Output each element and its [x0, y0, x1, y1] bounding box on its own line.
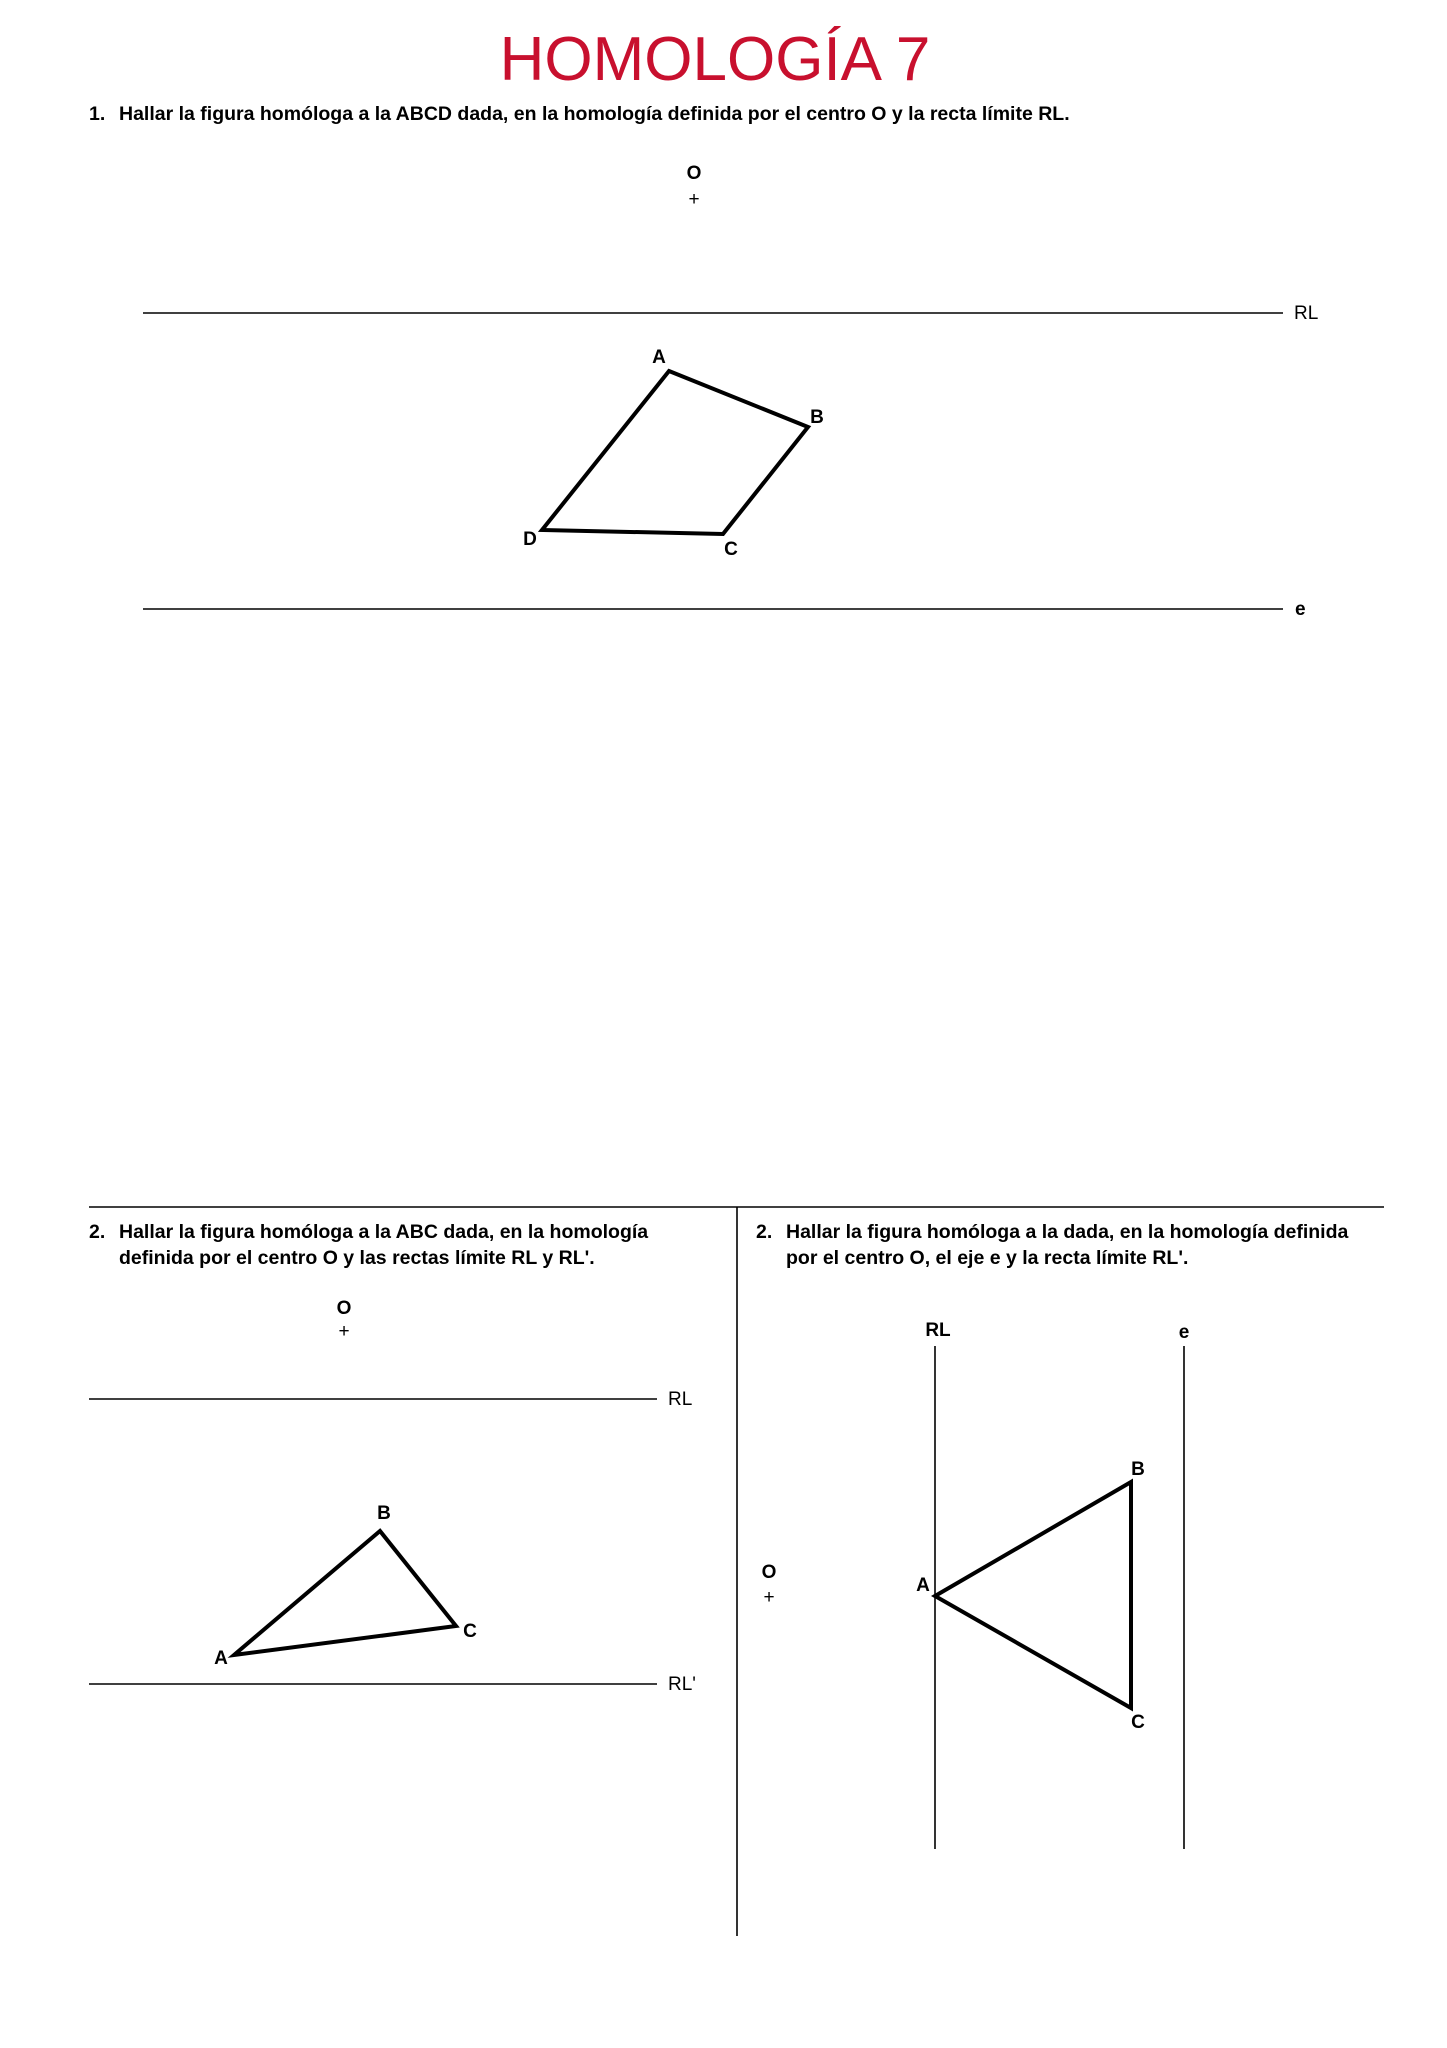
exercise-3-text-line1: Hallar la figura homóloga a la dada, en la homología definida [786, 1221, 1349, 1243]
quadrilateral-abcd [542, 371, 808, 534]
exercise-1-text: Hallar la figura homóloga a la ABCD dada, en la homología definida por el centro O y la recta límite RL. [119, 103, 1070, 125]
vertex-b-label: B [810, 407, 824, 428]
exercise-2 [89, 1221, 696, 1695]
center-o-label: O [761, 1562, 777, 1583]
center-marker-icon: + [338, 1321, 350, 1342]
exercise-2-number: 2. [89, 1221, 106, 1243]
vertex-c-label: C [463, 1621, 477, 1642]
exercise-3-text-line2: por el centro O, el eje e y la recta límite RL'. [786, 1247, 1189, 1269]
vertex-a-label: A [214, 1648, 228, 1669]
rl-label: RL [925, 1320, 951, 1341]
vertex-c-label: C [724, 539, 738, 560]
vertex-a-label: A [652, 347, 666, 368]
center-marker-icon: + [763, 1587, 775, 1608]
center-marker-icon: + [688, 189, 700, 210]
vertex-b-label: B [377, 1503, 391, 1524]
triangle-abc [234, 1531, 456, 1655]
vertex-d-label: D [523, 529, 537, 550]
exercise-3 [756, 1221, 1349, 1849]
e-label: e [1178, 1322, 1190, 1343]
triangle-abc [935, 1482, 1131, 1708]
exercise-1-number: 1. [89, 103, 106, 125]
rl-label: RL [668, 1389, 693, 1410]
exercise-2-text-line2: definida por el centro O y las rectas límite RL y RL'. [119, 1247, 595, 1269]
rl-label: RL [1294, 303, 1319, 324]
vertex-b-label: B [1131, 1459, 1145, 1480]
exercise-3-number: 2. [756, 1221, 773, 1243]
vertex-a-label: A [916, 1575, 930, 1596]
center-o-label: O [336, 1298, 352, 1319]
page-title: HOMOLOGÍA 7 [499, 25, 931, 94]
rl-prime-label: RL' [668, 1674, 696, 1695]
exercise-1 [89, 103, 1318, 620]
exercise-2-text-line1: Hallar la figura homóloga a la ABC dada, en la homología [119, 1221, 649, 1243]
vertex-c-label: C [1131, 1712, 1145, 1733]
e-label: e [1295, 599, 1306, 620]
center-o-label: O [686, 163, 702, 184]
